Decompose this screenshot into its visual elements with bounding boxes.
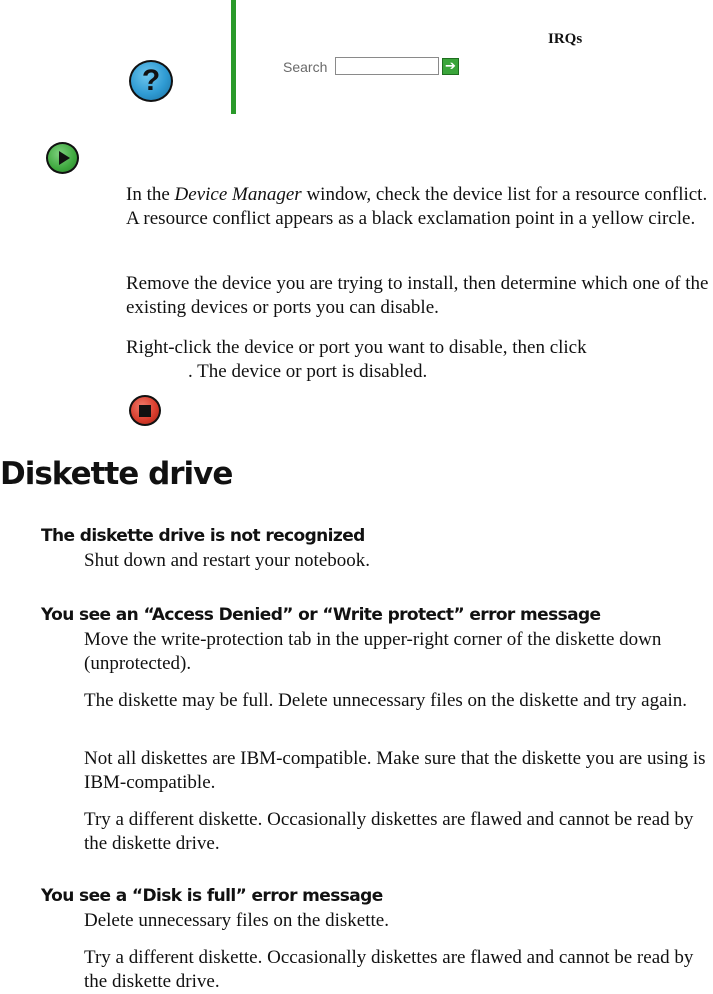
issue-answer: The diskette may be full. Delete unnecessary files on the diskette and try again. bbox=[84, 690, 688, 711]
issue-heading: You see an “Access Denied” or “Write protect” error message bbox=[41, 605, 601, 625]
header-divider bbox=[231, 0, 236, 114]
search-go-button[interactable] bbox=[442, 58, 459, 75]
issue-answer: Try a different diskette. Occasionally diskettes are flawed and cannot be read by the diskette drive. bbox=[84, 809, 694, 854]
help-icon[interactable] bbox=[129, 60, 173, 102]
go-arrow-icon bbox=[46, 142, 79, 174]
page-title: IRQs bbox=[548, 31, 583, 47]
search-input[interactable] bbox=[335, 57, 439, 75]
issue-answer: Try a different diskette. Occasionally diskettes are flawed and cannot be read by the diskette drive. bbox=[84, 947, 694, 992]
help-icon-glyph: ? bbox=[141, 64, 161, 97]
procedure-step-2: Remove the device you are trying to install, then determine which one of the existing devices or ports you can disable. bbox=[126, 273, 709, 318]
device-manager-emphasis: Device Manager bbox=[174, 184, 302, 205]
issue-answer: Delete unnecessary files on the diskette. bbox=[84, 910, 389, 931]
procedure-step-3 bbox=[126, 336, 711, 384]
issue-answer: Move the write-protection tab in the upper-right corner of the diskette down (unprotected). bbox=[84, 629, 662, 674]
search-label: Search bbox=[283, 59, 328, 75]
play-triangle bbox=[59, 151, 70, 165]
step-1-text-after: window, check the device list for a resource conflict. A resource conflict appears as a black exclamation point in a yellow circle. bbox=[126, 184, 708, 229]
procedure-step-1 bbox=[126, 183, 711, 231]
step-1-text-before: In the bbox=[126, 184, 175, 205]
stop-square bbox=[139, 405, 151, 417]
step-3-text-after: . The device or port is disabled. bbox=[188, 361, 428, 382]
arrow-right-icon: ➔ bbox=[445, 59, 456, 74]
issue-answer: Not all diskettes are IBM-compatible. Make sure that the diskette you are using is IBM-compatible. bbox=[84, 748, 706, 793]
stop-icon bbox=[129, 395, 161, 426]
step-3-text: Right-click the device or port you want to disable, then click bbox=[126, 337, 587, 358]
issue-heading: You see a “Disk is full” error message bbox=[41, 886, 383, 906]
issue-answer: Shut down and restart your notebook. bbox=[84, 550, 371, 571]
issue-heading: The diskette drive is not recognized bbox=[41, 526, 365, 546]
section-title: Diskette drive bbox=[0, 456, 233, 492]
